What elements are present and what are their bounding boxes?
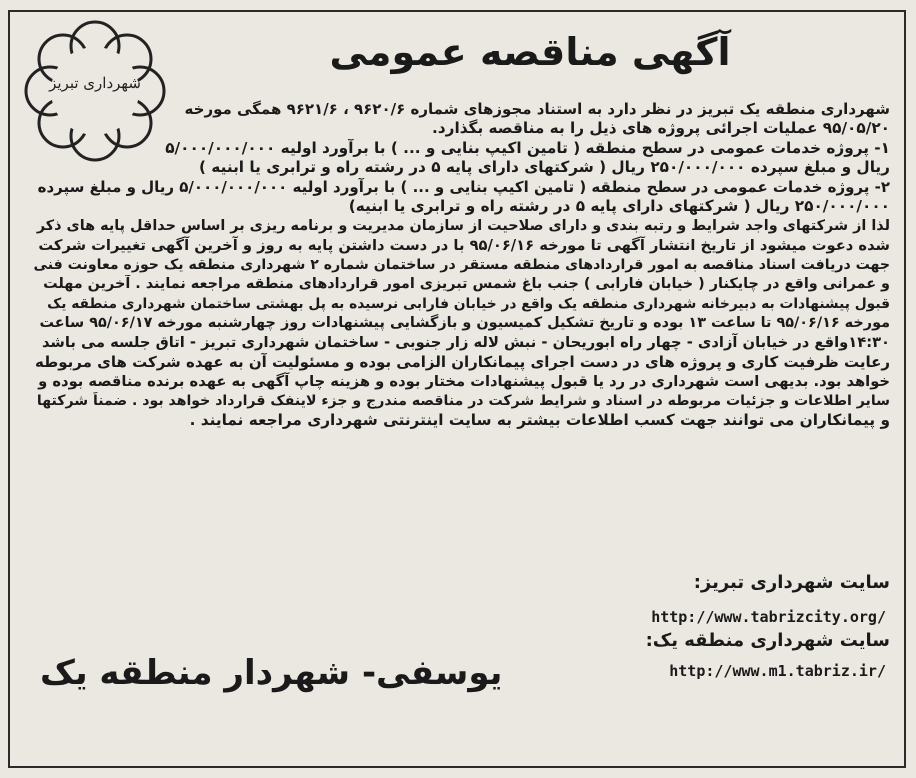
body-line: ریال و مبلغ سپرده ۲۵۰/۰۰۰/۰۰۰ ریال ( شرکتهای دارای پایه ۵ در رشته راه و ترابری یا ابنیه ) <box>198 158 890 177</box>
logo-text: شهرداری تبریز <box>49 74 141 92</box>
body-line: لذا از شرکتهای واجد شرایط و رتبه بندی و دارای صلاحیت از سازمان مدیریت و برنامه ریزی بر اساس حداقل پایه های ذکر <box>36 217 890 234</box>
body-line: قبول پیشنهادات به دبیرخانه شهرداری منطقه یک واقع در خیابان فارابی نرسیده به پل بهشتی ساختمان شهرداری منطقه یک <box>47 295 890 312</box>
body-line: جهت دریافت اسناد مناقصه به امور قراردادهای منطقه مستقر در ساختمان شماره ۲ شهرداری منطقه یک حوزه معاونت فنی <box>33 256 890 273</box>
notice-body <box>28 100 890 431</box>
body-line: شهرداری منطقه یک تبریز در نظر دارد به استناد مجوزهای شماره ۹۶۲۰/۶ ، ۹۶۲۱/۶ همگی مورخه <box>184 100 890 118</box>
body-line: ۱۴:۳۰واقع در خیابان آزادی - چهار راه ابوریحان - نبش لاله زار جنوبی - ساختمان شهرداری تبریز - اتاق جلسه می باشد <box>41 334 890 352</box>
body-line: سایر اطلاعات و جزئیات مربوطه در اسناد و شرایط شرکت در مناقصه مندرج و جزء لاینفک قرارداد خواهد بود . ضمناً شرکتها <box>36 392 890 409</box>
notice-title: آگهی مناقصه عمومی <box>329 30 731 74</box>
signature: یوسفی- شهردار منطقه یک <box>40 653 503 693</box>
body-line: ۲۵۰/۰۰۰/۰۰۰ ریال ( شرکتهای دارای پایه ۵ در رشته راه و ترابری یا ابنیه) <box>348 197 890 216</box>
body-line: و پیمانکاران می توانند جهت کسب اطلاعات بیشتر به سایت اینترنتی شهرداری مراجعه نمایند . <box>189 411 890 430</box>
body-line: خواهد بود. بدیهی است شهرداری در رد یا قبول پیشنهادات مختار بوده و هزینه چاپ آگهی به عهده برنده مناقصه بوده و <box>38 373 890 391</box>
body-line: و عمرانی واقع در چایکنار ( خیابان فارابی ) جنب باغ شمس تبریزی امور قراردادهای منطقه مراجعه نمایند . آخرین مهلت <box>43 276 890 293</box>
body-line: رعایت ظرفیت کاری و پروژه های در دست اجرای پیمانکاران الزامی بوده و مسئولیت آن به عهده شرکت های مربوطه <box>34 352 890 371</box>
site2-url-link[interactable]: http://www.m1.tabriz.ir/ <box>669 662 886 680</box>
body-line: شده دعوت میشود از تاریخ انتشار آگهی تا مورخه ۹۵/۰۶/۱۶ با در دست داشتن پایه به روز و آخرین آگهی تغییرات شرکت <box>38 237 890 255</box>
body-line: ۲- پروژه خدمات عمومی در سطح منطقه ( تامین اکیپ بنایی و ... ) با برآورد اولیه ۵/۰۰۰/۰۰۰/۰۰۰ ریال و مبلغ سپرده <box>37 177 890 196</box>
site1-label: سایت شهرداری تبریز: <box>693 572 890 593</box>
body-line: ۹۵/۰۵/۲۰ عملیات اجرائی پروژه های ذیل را به مناقصه بگذارد. <box>432 119 890 138</box>
body-line: ۱- پروژه خدمات عمومی در سطح منطقه ( تامین اکیپ بنایی و ... ) با برآورد اولیه ۵/۰۰۰/۰۰۰/۰۰۰ <box>165 138 890 157</box>
site2-label: سایت شهرداری منطقه یک: <box>645 630 890 651</box>
body-line: مورخه ۹۵/۰۶/۱۶ تا ساعت ۱۳ بوده و تاریخ تشکیل کمیسیون و بازگشایی پیشنهادات روز چهارشنبه مورخه ۹۵/۰۶/۱۷ ساعت <box>39 314 890 331</box>
site1-url-link[interactable]: http://www.tabrizcity.org/ <box>651 608 886 626</box>
